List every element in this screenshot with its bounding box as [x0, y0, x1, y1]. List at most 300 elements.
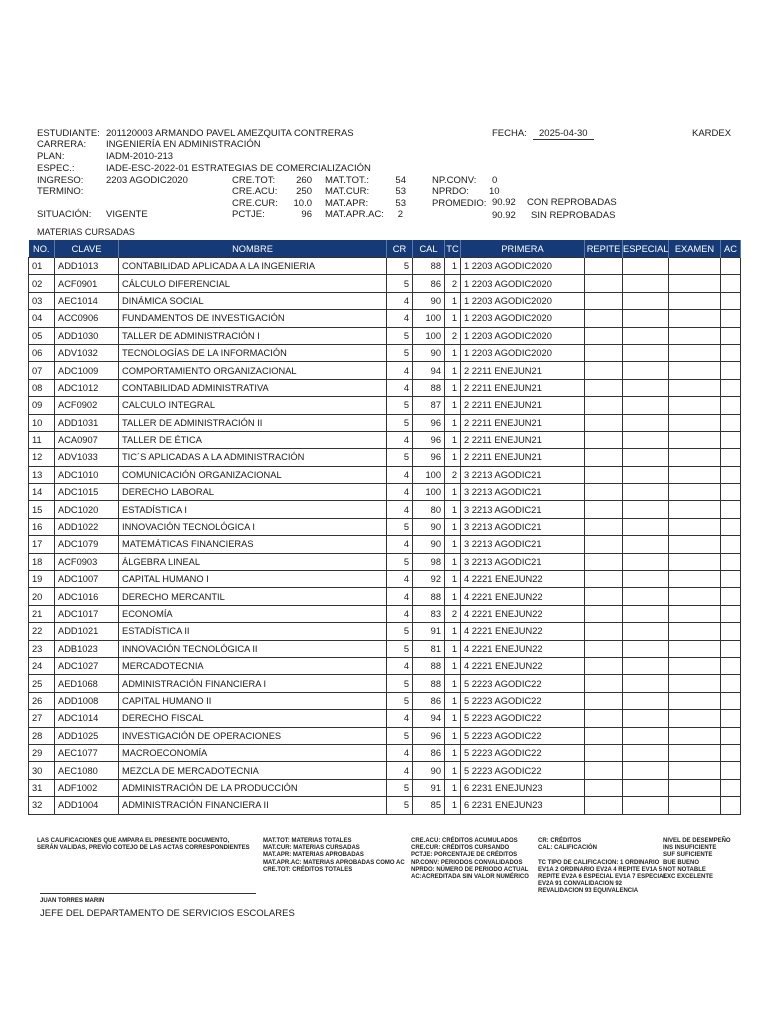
- row-clave: ADC1012: [55, 379, 119, 396]
- row-cal: 83: [413, 605, 445, 622]
- row-primera: 6 2231 ENEJUN23: [461, 797, 585, 814]
- promedio-con-label: CON REPROBADAS: [527, 197, 617, 208]
- row-no: 07: [29, 362, 55, 379]
- row-examen-empty: [669, 536, 721, 553]
- row-tc: 1: [445, 657, 461, 674]
- row-cr: 4: [387, 310, 413, 327]
- column-header-nombre: NOMBRE: [119, 240, 387, 258]
- row-nombre: MERCADOTECNIA: [119, 657, 387, 674]
- row-no: 31: [29, 779, 55, 796]
- row-cr: 4: [387, 605, 413, 622]
- footer-line: PCTJE: PORCENTAJE DE CRÉDITOS: [411, 852, 518, 859]
- row-ac-empty: [721, 571, 741, 588]
- row-clave: ADV1032: [55, 344, 119, 361]
- row-primera: 2 2211 ENEJUN21: [461, 431, 585, 448]
- footer-line: CRE.CUR: CRÉDITOS CURSANDO: [411, 845, 510, 852]
- row-primera: 4 2221 ENEJUN22: [461, 571, 585, 588]
- footer-line: CRE.TOT: CRÉDITOS TOTALES: [263, 866, 353, 873]
- column-header-no: NO.: [29, 240, 55, 258]
- row-repite-empty: [585, 258, 623, 275]
- row-cr: 5: [387, 675, 413, 692]
- row-tc: 2: [445, 605, 461, 622]
- row-especial-empty: [623, 431, 669, 448]
- footer-line: MAT.APR.AC: MATERIAS APROBADAS COMO AC: [263, 859, 405, 866]
- row-cal: 96: [413, 414, 445, 431]
- row-repite-empty: [585, 449, 623, 466]
- row-no: 09: [29, 397, 55, 414]
- cre-tot-label: CRE.TOT:: [232, 175, 276, 186]
- row-primera: 6 2231 ENEJUN23: [461, 779, 585, 796]
- row-cr: 4: [387, 484, 413, 501]
- row-cr: 4: [387, 466, 413, 483]
- row-repite-empty: [585, 275, 623, 292]
- row-clave: AEC1014: [55, 292, 119, 309]
- row-repite-empty: [585, 710, 623, 727]
- row-no: 26: [29, 692, 55, 709]
- column-header-examen: EXAMEN: [669, 240, 721, 258]
- row-cr: 4: [387, 571, 413, 588]
- estudiante-label: ESTUDIANTE:: [37, 128, 100, 139]
- footer-line: AC:ACREDITADA SIN VALOR NUMÉRICO: [411, 874, 529, 881]
- row-examen-empty: [669, 327, 721, 344]
- row-tc: 1: [445, 536, 461, 553]
- row-no: 01: [29, 258, 55, 275]
- row-nombre: ADMINISTRACIÓN FINANCIERA I: [119, 675, 387, 692]
- fecha-value: 2025-04-30: [533, 128, 594, 140]
- estudiante-value: 201120003 ARMANDO PAVEL AMEZQUITA CONTRERAS: [106, 128, 354, 139]
- table-row: [29, 258, 741, 275]
- row-no: 30: [29, 762, 55, 779]
- row-cr: 5: [387, 518, 413, 535]
- row-clave: AEC1077: [55, 744, 119, 761]
- row-especial-empty: [623, 258, 669, 275]
- row-no: 10: [29, 414, 55, 431]
- row-no: 24: [29, 657, 55, 674]
- row-cr: 4: [387, 379, 413, 396]
- row-primera: 5 2223 AGODIC22: [461, 727, 585, 744]
- row-repite-empty: [585, 501, 623, 518]
- row-especial-empty: [623, 623, 669, 640]
- row-ac-empty: [721, 397, 741, 414]
- row-cal: 87: [413, 397, 445, 414]
- signature-line: [40, 893, 256, 894]
- row-repite-empty: [585, 692, 623, 709]
- row-clave: ADD1025: [55, 727, 119, 744]
- row-tc: 2: [445, 466, 461, 483]
- footer-line: MAT.TOT: MATERIAS TOTALES: [263, 838, 352, 844]
- table-row: [29, 344, 741, 361]
- row-especial-empty: [623, 484, 669, 501]
- table-row: [29, 605, 741, 622]
- row-examen-empty: [669, 779, 721, 796]
- row-primera: 1 2203 AGODIC2020: [461, 344, 585, 361]
- row-nombre: ADMINISTRACIÓN DE LA PRODUCCIÓN: [119, 779, 387, 796]
- row-ac-empty: [721, 762, 741, 779]
- row-examen-empty: [669, 553, 721, 570]
- row-no: 20: [29, 588, 55, 605]
- mat-apr-ac-value: 2: [397, 209, 403, 220]
- row-tc: 1: [445, 414, 461, 431]
- row-cal: 91: [413, 779, 445, 796]
- row-tc: 1: [445, 379, 461, 396]
- signature-title: JEFE DEL DEPARTAMENTO DE SERVICIOS ESCOLARES: [40, 908, 295, 919]
- row-cr: 4: [387, 292, 413, 309]
- row-clave: ADC1015: [55, 484, 119, 501]
- column-header-cr: CR: [387, 240, 413, 258]
- row-especial-empty: [623, 379, 669, 396]
- row-repite-empty: [585, 379, 623, 396]
- row-clave: ADC1007: [55, 571, 119, 588]
- row-cal: 96: [413, 449, 445, 466]
- table-row: [29, 362, 741, 379]
- row-nombre: DINÁMICA SOCIAL: [119, 292, 387, 309]
- row-cal: 88: [413, 588, 445, 605]
- footer-line: LAS CALIFICACIONES QUE AMPARA EL PRESENTE DOCUMENTO,: [37, 838, 230, 844]
- footer-line: CAL: CALIFICACIÓN: [538, 845, 597, 852]
- row-examen-empty: [669, 692, 721, 709]
- row-no: 04: [29, 310, 55, 327]
- row-primera: 5 2223 AGODIC22: [461, 762, 585, 779]
- row-cal: 100: [413, 466, 445, 483]
- mat-cur-label: MAT.CUR:: [325, 186, 370, 197]
- row-tc: 1: [445, 727, 461, 744]
- row-clave: ACC0906: [55, 310, 119, 327]
- column-header-cal: CAL: [413, 240, 445, 258]
- footer-line: BUE BUENO: [663, 859, 700, 866]
- row-cal: 88: [413, 379, 445, 396]
- row-tc: 1: [445, 640, 461, 657]
- section-title: MATERIAS CURSADAS: [37, 227, 135, 237]
- row-cal: 90: [413, 518, 445, 535]
- row-primera: 1 2203 AGODIC2020: [461, 292, 585, 309]
- row-no: 23: [29, 640, 55, 657]
- row-repite-empty: [585, 484, 623, 501]
- row-clave: ACF0902: [55, 397, 119, 414]
- row-especial-empty: [623, 518, 669, 535]
- mat-apr-label: MAT.APR:: [325, 198, 369, 209]
- footer-line: REVALIDACION 93 EQUIVALENCIA: [538, 888, 639, 895]
- row-especial-empty: [623, 501, 669, 518]
- row-examen-empty: [669, 518, 721, 535]
- column-header-repite: REPITE: [585, 240, 623, 258]
- mat-tot-value: 54: [395, 175, 406, 186]
- row-cal: 86: [413, 692, 445, 709]
- row-repite-empty: [585, 762, 623, 779]
- row-tc: 2: [445, 275, 461, 292]
- row-no: 05: [29, 327, 55, 344]
- row-repite-empty: [585, 675, 623, 692]
- row-ac-empty: [721, 484, 741, 501]
- row-cal: 91: [413, 623, 445, 640]
- footer-legend-creditos: [411, 838, 529, 881]
- row-cr: 5: [387, 258, 413, 275]
- row-cr: 4: [387, 431, 413, 448]
- row-clave: ADD1031: [55, 414, 119, 431]
- row-nombre: CAPITAL HUMANO II: [119, 692, 387, 709]
- table-row: [29, 327, 741, 344]
- table-row: [29, 449, 741, 466]
- row-especial-empty: [623, 310, 669, 327]
- row-ac-empty: [721, 501, 741, 518]
- situacion-value: VIGENTE: [106, 209, 148, 220]
- row-tc: 1: [445, 692, 461, 709]
- row-examen-empty: [669, 640, 721, 657]
- row-repite-empty: [585, 623, 623, 640]
- row-tc: 2: [445, 327, 461, 344]
- row-cal: 88: [413, 657, 445, 674]
- row-especial-empty: [623, 692, 669, 709]
- row-examen-empty: [669, 379, 721, 396]
- signature-name: JUAN TORRES MARIN: [40, 898, 105, 904]
- footer-legend-desempeno: [663, 838, 731, 881]
- row-primera: 2 2211 ENEJUN21: [461, 379, 585, 396]
- plan-label: PLAN:: [37, 151, 65, 162]
- row-ac-empty: [721, 449, 741, 466]
- table-row: [29, 640, 741, 657]
- row-clave: ADD1004: [55, 797, 119, 814]
- row-clave: ADC1027: [55, 657, 119, 674]
- row-nombre: CALCULO INTEGRAL: [119, 397, 387, 414]
- row-cr: 5: [387, 623, 413, 640]
- row-no: 22: [29, 623, 55, 640]
- row-repite-empty: [585, 310, 623, 327]
- footer-line: INS INSUFICIENTE: [663, 845, 717, 852]
- row-clave: ADV1033: [55, 449, 119, 466]
- row-primera: 5 2223 AGODIC22: [461, 692, 585, 709]
- footer-line: NOT NOTABLE: [663, 866, 706, 873]
- espec-value: IADE-ESC-2022-01 ESTRATEGIAS DE COMERCIALIZACIÓN: [106, 163, 371, 174]
- row-clave: ADD1021: [55, 623, 119, 640]
- row-ac-empty: [721, 258, 741, 275]
- row-cal: 94: [413, 362, 445, 379]
- row-ac-empty: [721, 466, 741, 483]
- row-no: 15: [29, 501, 55, 518]
- row-tc: 1: [445, 501, 461, 518]
- row-cal: 88: [413, 258, 445, 275]
- row-primera: 2 2211 ENEJUN21: [461, 414, 585, 431]
- table-header-row: [29, 240, 741, 258]
- row-no: 17: [29, 536, 55, 553]
- row-tc: 1: [445, 623, 461, 640]
- row-clave: AED1068: [55, 675, 119, 692]
- row-ac-empty: [721, 779, 741, 796]
- row-cr: 5: [387, 327, 413, 344]
- footer-line: TC TIPO DE CALIFICACION: 1 ORDINARIO: [538, 859, 660, 866]
- row-examen-empty: [669, 344, 721, 361]
- table-row: [29, 657, 741, 674]
- row-clave: ADC1017: [55, 605, 119, 622]
- row-tc: 1: [445, 675, 461, 692]
- mat-tot-label: MAT.TOT.:: [325, 175, 369, 186]
- row-no: 11: [29, 431, 55, 448]
- row-no: 08: [29, 379, 55, 396]
- row-repite-empty: [585, 553, 623, 570]
- row-ac-empty: [721, 310, 741, 327]
- row-ac-empty: [721, 344, 741, 361]
- row-especial-empty: [623, 571, 669, 588]
- row-cr: 5: [387, 449, 413, 466]
- column-header-tc: TC: [445, 240, 461, 258]
- row-examen-empty: [669, 292, 721, 309]
- row-examen-empty: [669, 797, 721, 814]
- footer-line: NPRDO: NÚMERO DE PERIODO ACTUAL: [411, 866, 529, 873]
- row-especial-empty: [623, 640, 669, 657]
- row-examen-empty: [669, 414, 721, 431]
- row-cr: 4: [387, 762, 413, 779]
- row-cal: 88: [413, 675, 445, 692]
- promedio-sin-label: SIN REPROBADAS: [531, 210, 616, 221]
- row-examen-empty: [669, 397, 721, 414]
- row-tc: 1: [445, 449, 461, 466]
- row-primera: 5 2223 AGODIC22: [461, 744, 585, 761]
- row-clave: ADC1020: [55, 501, 119, 518]
- row-primera: 4 2221 ENEJUN22: [461, 605, 585, 622]
- row-nombre: COMUNICACIÓN ORGANIZACIONAL: [119, 466, 387, 483]
- row-examen-empty: [669, 449, 721, 466]
- row-no: 27: [29, 710, 55, 727]
- row-tc: 1: [445, 588, 461, 605]
- row-examen-empty: [669, 431, 721, 448]
- row-cal: 86: [413, 275, 445, 292]
- np-conv-value: 0: [492, 175, 498, 186]
- row-repite-empty: [585, 797, 623, 814]
- promedio-label: PROMEDIO:: [432, 198, 487, 209]
- row-ac-empty: [721, 553, 741, 570]
- row-examen-empty: [669, 710, 721, 727]
- footer-line: SERÁN VALIDAS, PREVIO COTEJO DE LAS ACTAS CORRESPONDIENTES: [37, 845, 250, 852]
- row-cr: 5: [387, 779, 413, 796]
- ingreso-value: 2203 AGODIC2020: [106, 175, 188, 186]
- row-no: 02: [29, 275, 55, 292]
- row-clave: ADD1013: [55, 258, 119, 275]
- row-primera: 4 2221 ENEJUN22: [461, 588, 585, 605]
- row-cal: 92: [413, 571, 445, 588]
- pctje-label: PCTJE:: [232, 209, 265, 220]
- row-no: 14: [29, 484, 55, 501]
- row-no: 18: [29, 553, 55, 570]
- row-examen-empty: [669, 501, 721, 518]
- footer-line: MAT.CUR: MATERIAS CURSADAS: [263, 845, 360, 852]
- row-cr: 5: [387, 640, 413, 657]
- row-nombre: ÁLGEBRA LINEAL: [119, 553, 387, 570]
- row-no: 12: [29, 449, 55, 466]
- row-examen-empty: [669, 727, 721, 744]
- row-examen-empty: [669, 623, 721, 640]
- row-clave: ADC1009: [55, 362, 119, 379]
- row-cr: 5: [387, 275, 413, 292]
- row-nombre: ADMINISTRACIÓN FINANCIERA II: [119, 797, 387, 814]
- table-row: [29, 536, 741, 553]
- table-row: [29, 675, 741, 692]
- row-ac-empty: [721, 727, 741, 744]
- row-cr: 4: [387, 501, 413, 518]
- row-clave: ACA0907: [55, 431, 119, 448]
- row-examen-empty: [669, 275, 721, 292]
- footer-validity-note: [37, 838, 250, 852]
- row-ac-empty: [721, 710, 741, 727]
- row-cr: 4: [387, 657, 413, 674]
- termino-label: TERMINO:: [37, 186, 84, 197]
- row-nombre: INNOVACIÓN TECNOLÓGICA I: [119, 518, 387, 535]
- row-repite-empty: [585, 362, 623, 379]
- row-cal: 96: [413, 727, 445, 744]
- row-especial-empty: [623, 292, 669, 309]
- table-row: [29, 571, 741, 588]
- mat-cur-value: 53: [395, 186, 406, 197]
- pctje-value: 96: [301, 209, 312, 220]
- row-especial-empty: [623, 536, 669, 553]
- footer-line: EV2A 91 CONVALIDACION 92: [538, 881, 623, 888]
- row-ac-empty: [721, 605, 741, 622]
- table-row: [29, 397, 741, 414]
- row-tc: 1: [445, 292, 461, 309]
- table-row: [29, 484, 741, 501]
- row-primera: 5 2223 AGODIC22: [461, 675, 585, 692]
- row-especial-empty: [623, 466, 669, 483]
- row-nombre: TALLER DE ADMINISTRACIÓN II: [119, 414, 387, 431]
- row-nombre: DERECHO MERCANTIL: [119, 588, 387, 605]
- ingreso-label: INGRESO:: [37, 175, 84, 186]
- row-examen-empty: [669, 744, 721, 761]
- row-clave: ADB1023: [55, 640, 119, 657]
- footer-line: NP.CONV: PERIODOS CONVALIDADOS: [411, 859, 523, 866]
- table-row: [29, 553, 741, 570]
- table-row: [29, 275, 741, 292]
- row-ac-empty: [721, 327, 741, 344]
- row-nombre: ESTADÍSTICA II: [119, 623, 387, 640]
- row-repite-empty: [585, 292, 623, 309]
- row-especial-empty: [623, 275, 669, 292]
- row-nombre: DERECHO LABORAL: [119, 484, 387, 501]
- row-especial-empty: [623, 675, 669, 692]
- table-row: [29, 762, 741, 779]
- row-cr: 5: [387, 397, 413, 414]
- row-nombre: FUNDAMENTOS DE INVESTIGACIÓN: [119, 310, 387, 327]
- row-no: 25: [29, 675, 55, 692]
- row-cr: 5: [387, 553, 413, 570]
- row-cal: 90: [413, 344, 445, 361]
- row-repite-empty: [585, 657, 623, 674]
- row-nombre: ESTADÍSTICA I: [119, 501, 387, 518]
- row-especial-empty: [623, 727, 669, 744]
- cre-cur-value: 10.0: [293, 198, 312, 209]
- row-repite-empty: [585, 344, 623, 361]
- row-no: 29: [29, 744, 55, 761]
- row-repite-empty: [585, 779, 623, 796]
- column-header-clave: CLAVE: [55, 240, 119, 258]
- row-tc: 1: [445, 553, 461, 570]
- row-examen-empty: [669, 258, 721, 275]
- row-examen-empty: [669, 657, 721, 674]
- row-repite-empty: [585, 536, 623, 553]
- row-nombre: TECNOLOGÍAS DE LA INFORMACIÓN: [119, 344, 387, 361]
- row-primera: 3 2213 AGODIC21: [461, 501, 585, 518]
- row-primera: 1 2203 AGODIC2020: [461, 258, 585, 275]
- row-repite-empty: [585, 431, 623, 448]
- row-especial-empty: [623, 605, 669, 622]
- promedio-con-value: 90.92: [492, 197, 516, 208]
- row-especial-empty: [623, 762, 669, 779]
- row-no: 03: [29, 292, 55, 309]
- row-tc: 1: [445, 797, 461, 814]
- footer-line: REPITE EV2A 6 ESPECIAL EV1A 7 ESPECIAL: [538, 874, 668, 881]
- row-cal: 90: [413, 762, 445, 779]
- row-clave: ADD1030: [55, 327, 119, 344]
- row-clave: ACF0903: [55, 553, 119, 570]
- table-row: [29, 379, 741, 396]
- row-tc: 1: [445, 362, 461, 379]
- row-especial-empty: [623, 797, 669, 814]
